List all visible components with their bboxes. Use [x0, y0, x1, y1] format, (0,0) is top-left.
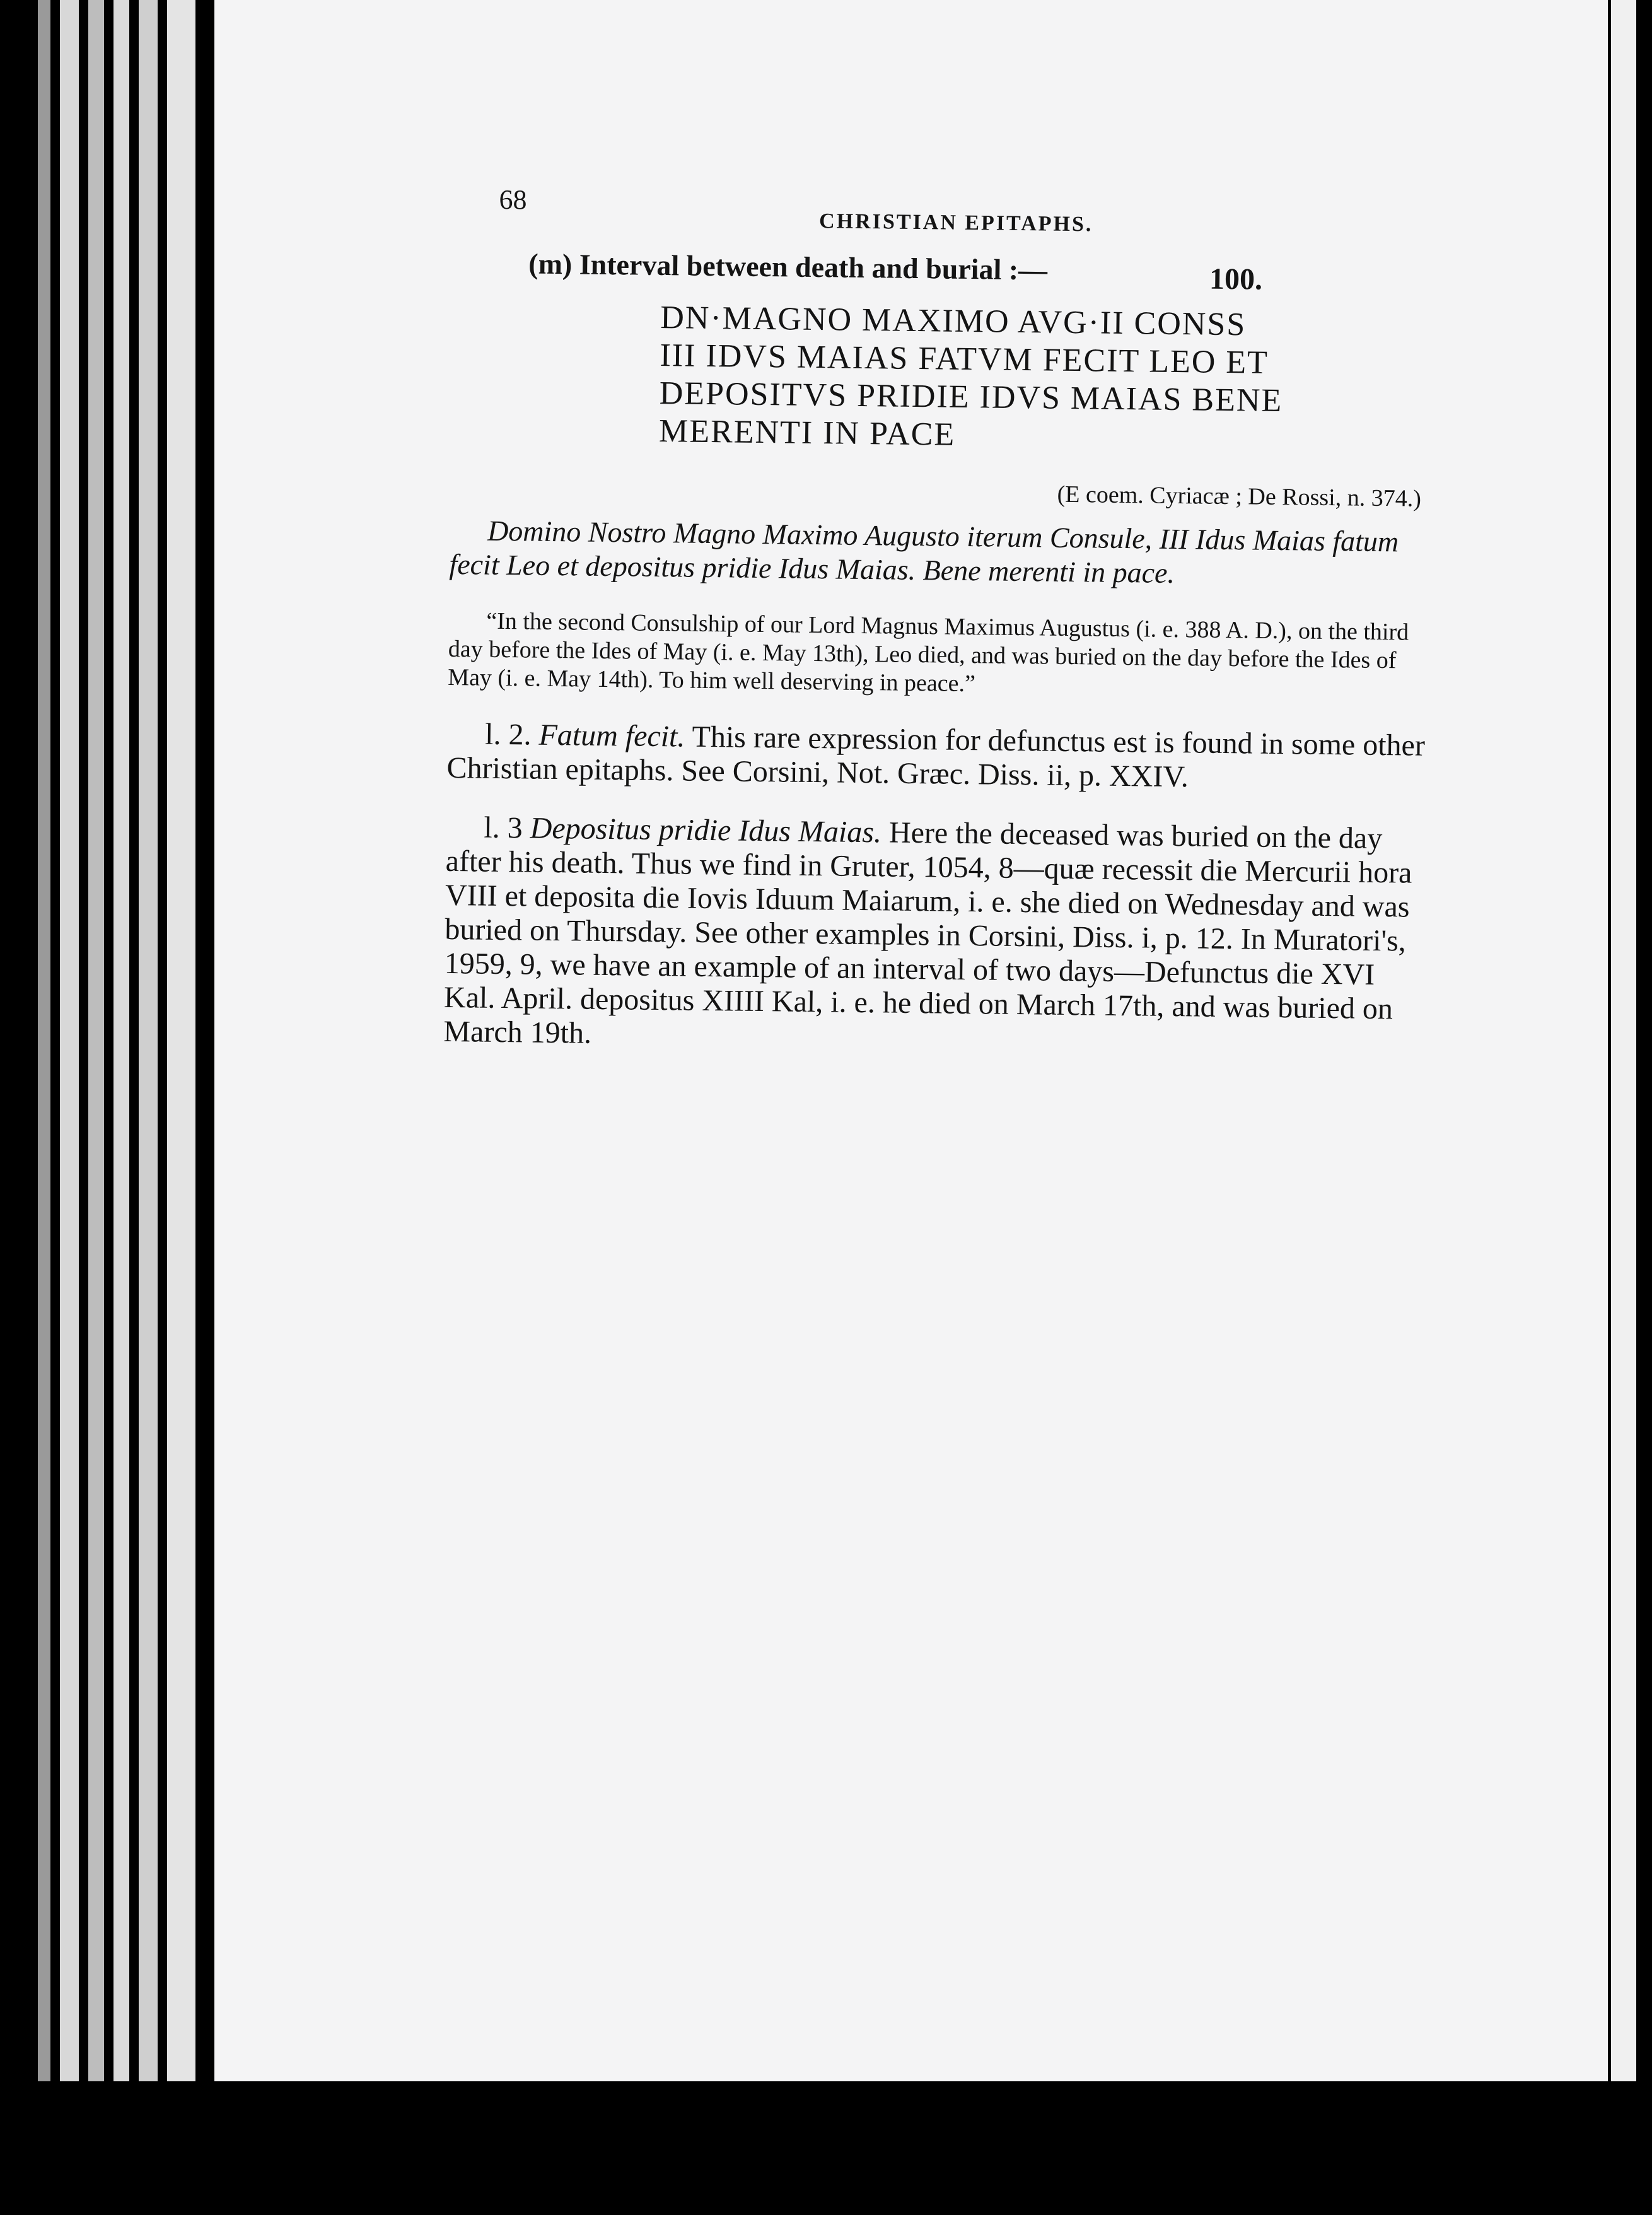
page-header — [453, 177, 1438, 258]
inscription-source: (E coem. Cyriacæ ; De Rossi, n. 374.) — [1057, 481, 1422, 512]
page-edge — [88, 0, 104, 2215]
inscription-number: 100. — [1209, 262, 1263, 296]
english-translation: “In the second Consulship of our Lord Magnus Maximus Augustus (i. e. 388 A. D.), on the third day before the Ides of May (i. e. May 13th), Leo died, and was buried on the day before the Ides of May (i. e. May 14th). To him well deserving in peace.” — [448, 607, 1409, 698]
page-number: 68 — [499, 184, 527, 216]
latin-expansion: Domino Nostro Magno Maximo Augusto iterum Consule, III Idus Maias fatum fecit Leo et depositus pridie Idus Maias. Bene merenti in pace. — [449, 514, 1399, 590]
note-label: l. 2. — [484, 717, 532, 752]
page-edge — [38, 0, 50, 2215]
section-label: (m) Interval between death and burial :— — [528, 247, 1048, 286]
page-edge — [60, 0, 79, 2215]
page-edge — [113, 0, 129, 2215]
note-lemma: Fatum fecit. — [538, 718, 685, 754]
note-paragraph — [446, 717, 1431, 797]
inscription-line: DEPOSITVS PRIDIE IDVS MAIAS BENE — [659, 375, 1283, 419]
note-text: This rare expression for defunctus est is found in some other Christian epitaphs. See Corsini, Not. Græc. Diss. ii, p. XXIV. — [446, 720, 1426, 794]
running-head: CHRISTIAN EPITAPHS. — [818, 209, 1093, 237]
page-content — [443, 177, 1438, 1061]
page-edge — [167, 0, 195, 2215]
note-lemma: Depositus pridie Idus Maias. — [530, 811, 882, 850]
note-label: l. 3 — [484, 810, 523, 845]
inscription-line: MERENTI IN PACE — [658, 413, 956, 453]
page-edge — [139, 0, 158, 2215]
note-paragraph — [443, 810, 1430, 1061]
scan-border — [0, 2081, 1652, 2215]
inscription-line: DN·MAGNO MAXIMO AVG·II CONSS — [660, 300, 1247, 343]
note-text: Here the deceased was buried on the day after his death. Thus we find in Gruter, 1054, 8—quæ recessit die Mercurii hora VIII et deposita die Iovis Iduum Maiarum, i. e. she died on Wednesday and was buried on Thursday. See other examples in Corsini, Diss. i, p. 12. In Muratori's, 1959, 9, we have an example of an interval of two days—Defunctus die XVI Kal. April. depositus XIIII Kal, i. e. he died on March 17th, and was buried on March 19th. — [443, 815, 1412, 1050]
page-edge-right — [1611, 0, 1636, 2215]
inscription-line: III IDVS MAIAS FATVM FECIT LEO ET — [660, 337, 1269, 381]
inscription — [659, 299, 1436, 460]
